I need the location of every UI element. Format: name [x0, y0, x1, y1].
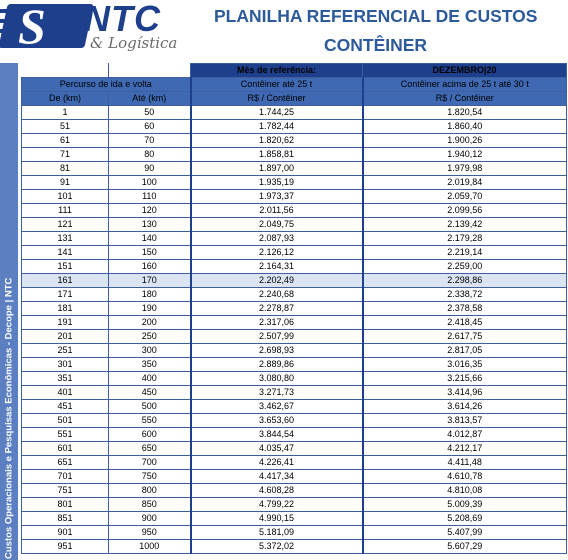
cell-de-km: 91 [22, 176, 109, 190]
logo-ntc-text: NTC [84, 0, 161, 39]
cell-price-25t: 2.507,99 [191, 330, 363, 344]
cell-price-25t: 5.181,09 [191, 526, 363, 540]
cell-price-25t: 2.164,31 [191, 260, 363, 274]
cell-price-25t: 4.417,34 [191, 470, 363, 484]
cell-de-km: 451 [22, 400, 109, 414]
table-row [22, 134, 567, 148]
cell-de-km: 801 [22, 498, 109, 512]
cell-price-25t: 2.698,93 [191, 344, 363, 358]
cell-ate-km: 950 [109, 526, 191, 540]
cell-price-25t: 2.278,87 [191, 302, 363, 316]
table-row [22, 302, 567, 316]
cell-ate-km: 190 [109, 302, 191, 316]
unit-container-30t: R$ / Contêiner [363, 92, 567, 106]
cell-price-30t: 4.610,78 [363, 470, 567, 484]
table-row [22, 204, 567, 218]
cell-ate-km: 900 [109, 512, 191, 526]
col-header-ate: Até (km) [109, 92, 191, 106]
table-row [22, 484, 567, 498]
table-row [22, 442, 567, 456]
cell-price-30t: 2.099,56 [363, 204, 567, 218]
cell-ate-km: 300 [109, 344, 191, 358]
cell-price-30t: 2.139,42 [363, 218, 567, 232]
cell-ate-km: 450 [109, 386, 191, 400]
logo-logistica-text: & Logística [90, 34, 178, 52]
reference-label: Mês de referência: [191, 64, 363, 78]
cell-de-km: 601 [22, 442, 109, 456]
cell-price-30t: 3.215,66 [363, 372, 567, 386]
cell-price-25t: 1.973,37 [191, 190, 363, 204]
cell-price-25t: 4.990,15 [191, 512, 363, 526]
cell-price-30t: 5.208,69 [363, 512, 567, 526]
cell-de-km: 51 [22, 120, 109, 134]
table-row [22, 372, 567, 386]
cell-price-30t: 2.019,84 [363, 176, 567, 190]
cell-price-25t: 2.087,93 [191, 232, 363, 246]
cell-price-25t: 1.935,19 [191, 176, 363, 190]
cell-ate-km: 750 [109, 470, 191, 484]
reference-row [22, 64, 567, 78]
table-row [22, 162, 567, 176]
cell-ate-km: 180 [109, 288, 191, 302]
cell-de-km: 401 [22, 386, 109, 400]
cell-ate-km: 130 [109, 218, 191, 232]
cell-price-30t: 1.979,98 [363, 162, 567, 176]
table-row [22, 428, 567, 442]
cell-de-km: 71 [22, 148, 109, 162]
cell-price-25t: 2.049,75 [191, 218, 363, 232]
table-row [22, 120, 567, 134]
cell-ate-km: 200 [109, 316, 191, 330]
cost-table [21, 63, 567, 554]
cell-price-30t: 5.607,29 [363, 540, 567, 554]
cell-ate-km: 70 [109, 134, 191, 148]
cell-de-km: 851 [22, 512, 109, 526]
cell-price-25t: 1.858,81 [191, 148, 363, 162]
unit-container-25t: R$ / Contêiner [191, 92, 363, 106]
cell-price-30t: 4.411,48 [363, 456, 567, 470]
cell-price-30t: 2.378,58 [363, 302, 567, 316]
cell-ate-km: 600 [109, 428, 191, 442]
page-title-line1: PLANILHA REFERENCIAL DE CUSTOS [214, 6, 538, 26]
cell-price-30t: 3.813,57 [363, 414, 567, 428]
cell-de-km: 61 [22, 134, 109, 148]
cell-price-30t: 2.617,75 [363, 330, 567, 344]
cell-price-25t: 2.889,86 [191, 358, 363, 372]
cell-ate-km: 60 [109, 120, 191, 134]
header-row [22, 78, 567, 92]
table-row [22, 540, 567, 554]
logo-s-mark: S [18, 0, 46, 54]
cell-price-30t: 4.810,08 [363, 484, 567, 498]
cell-ate-km: 700 [109, 456, 191, 470]
cell-de-km: 501 [22, 414, 109, 428]
table-row [22, 274, 567, 288]
cell-price-25t: 1.782,44 [191, 120, 363, 134]
table-row [22, 358, 567, 372]
cell-de-km: 1 [22, 106, 109, 120]
cell-ate-km: 110 [109, 190, 191, 204]
subheader-row [22, 92, 567, 106]
page-title-line2: CONTÊINER [324, 35, 428, 55]
cell-price-30t: 1.860,40 [363, 120, 567, 134]
cell-price-25t: 4.035,47 [191, 442, 363, 456]
cell-de-km: 351 [22, 372, 109, 386]
cell-price-30t: 2.817,05 [363, 344, 567, 358]
cell-ate-km: 150 [109, 246, 191, 260]
cell-price-25t: 2.317,06 [191, 316, 363, 330]
cell-price-25t: 1.820,62 [191, 134, 363, 148]
table-row [22, 400, 567, 414]
table-row [22, 176, 567, 190]
cell-ate-km: 120 [109, 204, 191, 218]
cell-price-30t: 2.259,00 [363, 260, 567, 274]
table-row [22, 148, 567, 162]
cell-price-30t: 2.179,28 [363, 232, 567, 246]
cell-de-km: 301 [22, 358, 109, 372]
reference-value: DEZEMBRO|20 [363, 64, 567, 78]
table-row [22, 106, 567, 120]
table-row [22, 456, 567, 470]
cell-de-km: 151 [22, 260, 109, 274]
cell-price-25t: 2.126,12 [191, 246, 363, 260]
table-row [22, 218, 567, 232]
cell-de-km: 141 [22, 246, 109, 260]
table-body [22, 106, 567, 554]
cell-price-25t: 3.462,67 [191, 400, 363, 414]
cell-de-km: 901 [22, 526, 109, 540]
cell-price-25t: 1.744,25 [191, 106, 363, 120]
cell-ate-km: 100 [109, 176, 191, 190]
table-row [22, 260, 567, 274]
cell-price-25t: 2.240,68 [191, 288, 363, 302]
cell-de-km: 81 [22, 162, 109, 176]
cell-price-25t: 3.271,73 [191, 386, 363, 400]
table-row [22, 232, 567, 246]
cell-de-km: 101 [22, 190, 109, 204]
cell-price-30t: 1.940,12 [363, 148, 567, 162]
table-row [22, 344, 567, 358]
table-row [22, 330, 567, 344]
cell-price-25t: 3.080,80 [191, 372, 363, 386]
cell-ate-km: 850 [109, 498, 191, 512]
cell-ate-km: 90 [109, 162, 191, 176]
ntc-logo [0, 0, 180, 58]
ref-blank-cell [109, 64, 191, 78]
cell-price-30t: 4.212,17 [363, 442, 567, 456]
cell-ate-km: 550 [109, 414, 191, 428]
ref-blank-cell [22, 64, 109, 78]
cell-ate-km: 80 [109, 148, 191, 162]
col-header-percurso: Percurso de ida e volta [22, 78, 191, 92]
table-row [22, 512, 567, 526]
cell-ate-km: 50 [109, 106, 191, 120]
cell-price-25t: 4.799,22 [191, 498, 363, 512]
col-header-container-25t: Contêiner até 25 t [191, 78, 363, 92]
cell-de-km: 651 [22, 456, 109, 470]
table-row [22, 246, 567, 260]
cell-price-25t: 1.897,00 [191, 162, 363, 176]
cell-ate-km: 140 [109, 232, 191, 246]
cell-de-km: 551 [22, 428, 109, 442]
cell-ate-km: 1000 [109, 540, 191, 554]
cell-de-km: 191 [22, 316, 109, 330]
cell-price-30t: 2.298,86 [363, 274, 567, 288]
cell-price-25t: 5.372,02 [191, 540, 363, 554]
cell-price-30t: 1.900,26 [363, 134, 567, 148]
cell-ate-km: 650 [109, 442, 191, 456]
table-row [22, 316, 567, 330]
cell-ate-km: 350 [109, 358, 191, 372]
cell-de-km: 161 [22, 274, 109, 288]
cell-price-25t: 3.844,54 [191, 428, 363, 442]
cell-price-25t: 4.608,28 [191, 484, 363, 498]
table-row [22, 526, 567, 540]
cell-de-km: 251 [22, 344, 109, 358]
cell-price-30t: 3.614,26 [363, 400, 567, 414]
cell-ate-km: 500 [109, 400, 191, 414]
table-row [22, 414, 567, 428]
cell-price-25t: 2.011,56 [191, 204, 363, 218]
cell-ate-km: 400 [109, 372, 191, 386]
side-label: Custos Operacionais e Pesquisas Econômicas - Decope | NTC [3, 277, 15, 559]
cell-price-30t: 2.219,14 [363, 246, 567, 260]
cell-ate-km: 250 [109, 330, 191, 344]
cell-price-30t: 4.012,87 [363, 428, 567, 442]
cell-de-km: 111 [22, 204, 109, 218]
cell-ate-km: 160 [109, 260, 191, 274]
table-row [22, 386, 567, 400]
cell-de-km: 201 [22, 330, 109, 344]
cell-price-30t: 2.418,45 [363, 316, 567, 330]
table-row [22, 190, 567, 204]
cell-price-30t: 3.016,35 [363, 358, 567, 372]
table-row [22, 470, 567, 484]
cell-de-km: 751 [22, 484, 109, 498]
cell-de-km: 121 [22, 218, 109, 232]
cell-price-30t: 1.820,54 [363, 106, 567, 120]
cell-de-km: 951 [22, 540, 109, 554]
cell-price-25t: 2.202,49 [191, 274, 363, 288]
cell-price-25t: 4.226,41 [191, 456, 363, 470]
side-bar [0, 63, 18, 560]
cell-price-30t: 5.009,39 [363, 498, 567, 512]
cell-price-30t: 5.407,99 [363, 526, 567, 540]
cell-price-30t: 2.059,70 [363, 190, 567, 204]
cell-price-30t: 3.414,96 [363, 386, 567, 400]
table-row [22, 288, 567, 302]
cell-de-km: 131 [22, 232, 109, 246]
table-row [22, 498, 567, 512]
cell-ate-km: 170 [109, 274, 191, 288]
cell-price-30t: 2.338,72 [363, 288, 567, 302]
col-header-de: De (km) [22, 92, 109, 106]
cell-de-km: 171 [22, 288, 109, 302]
cell-ate-km: 800 [109, 484, 191, 498]
col-header-container-30t: Contêiner acima de 25 t até 30 t [363, 78, 567, 92]
logo-box [0, 4, 94, 48]
cell-de-km: 701 [22, 470, 109, 484]
cell-price-25t: 3.653,60 [191, 414, 363, 428]
cell-de-km: 181 [22, 302, 109, 316]
